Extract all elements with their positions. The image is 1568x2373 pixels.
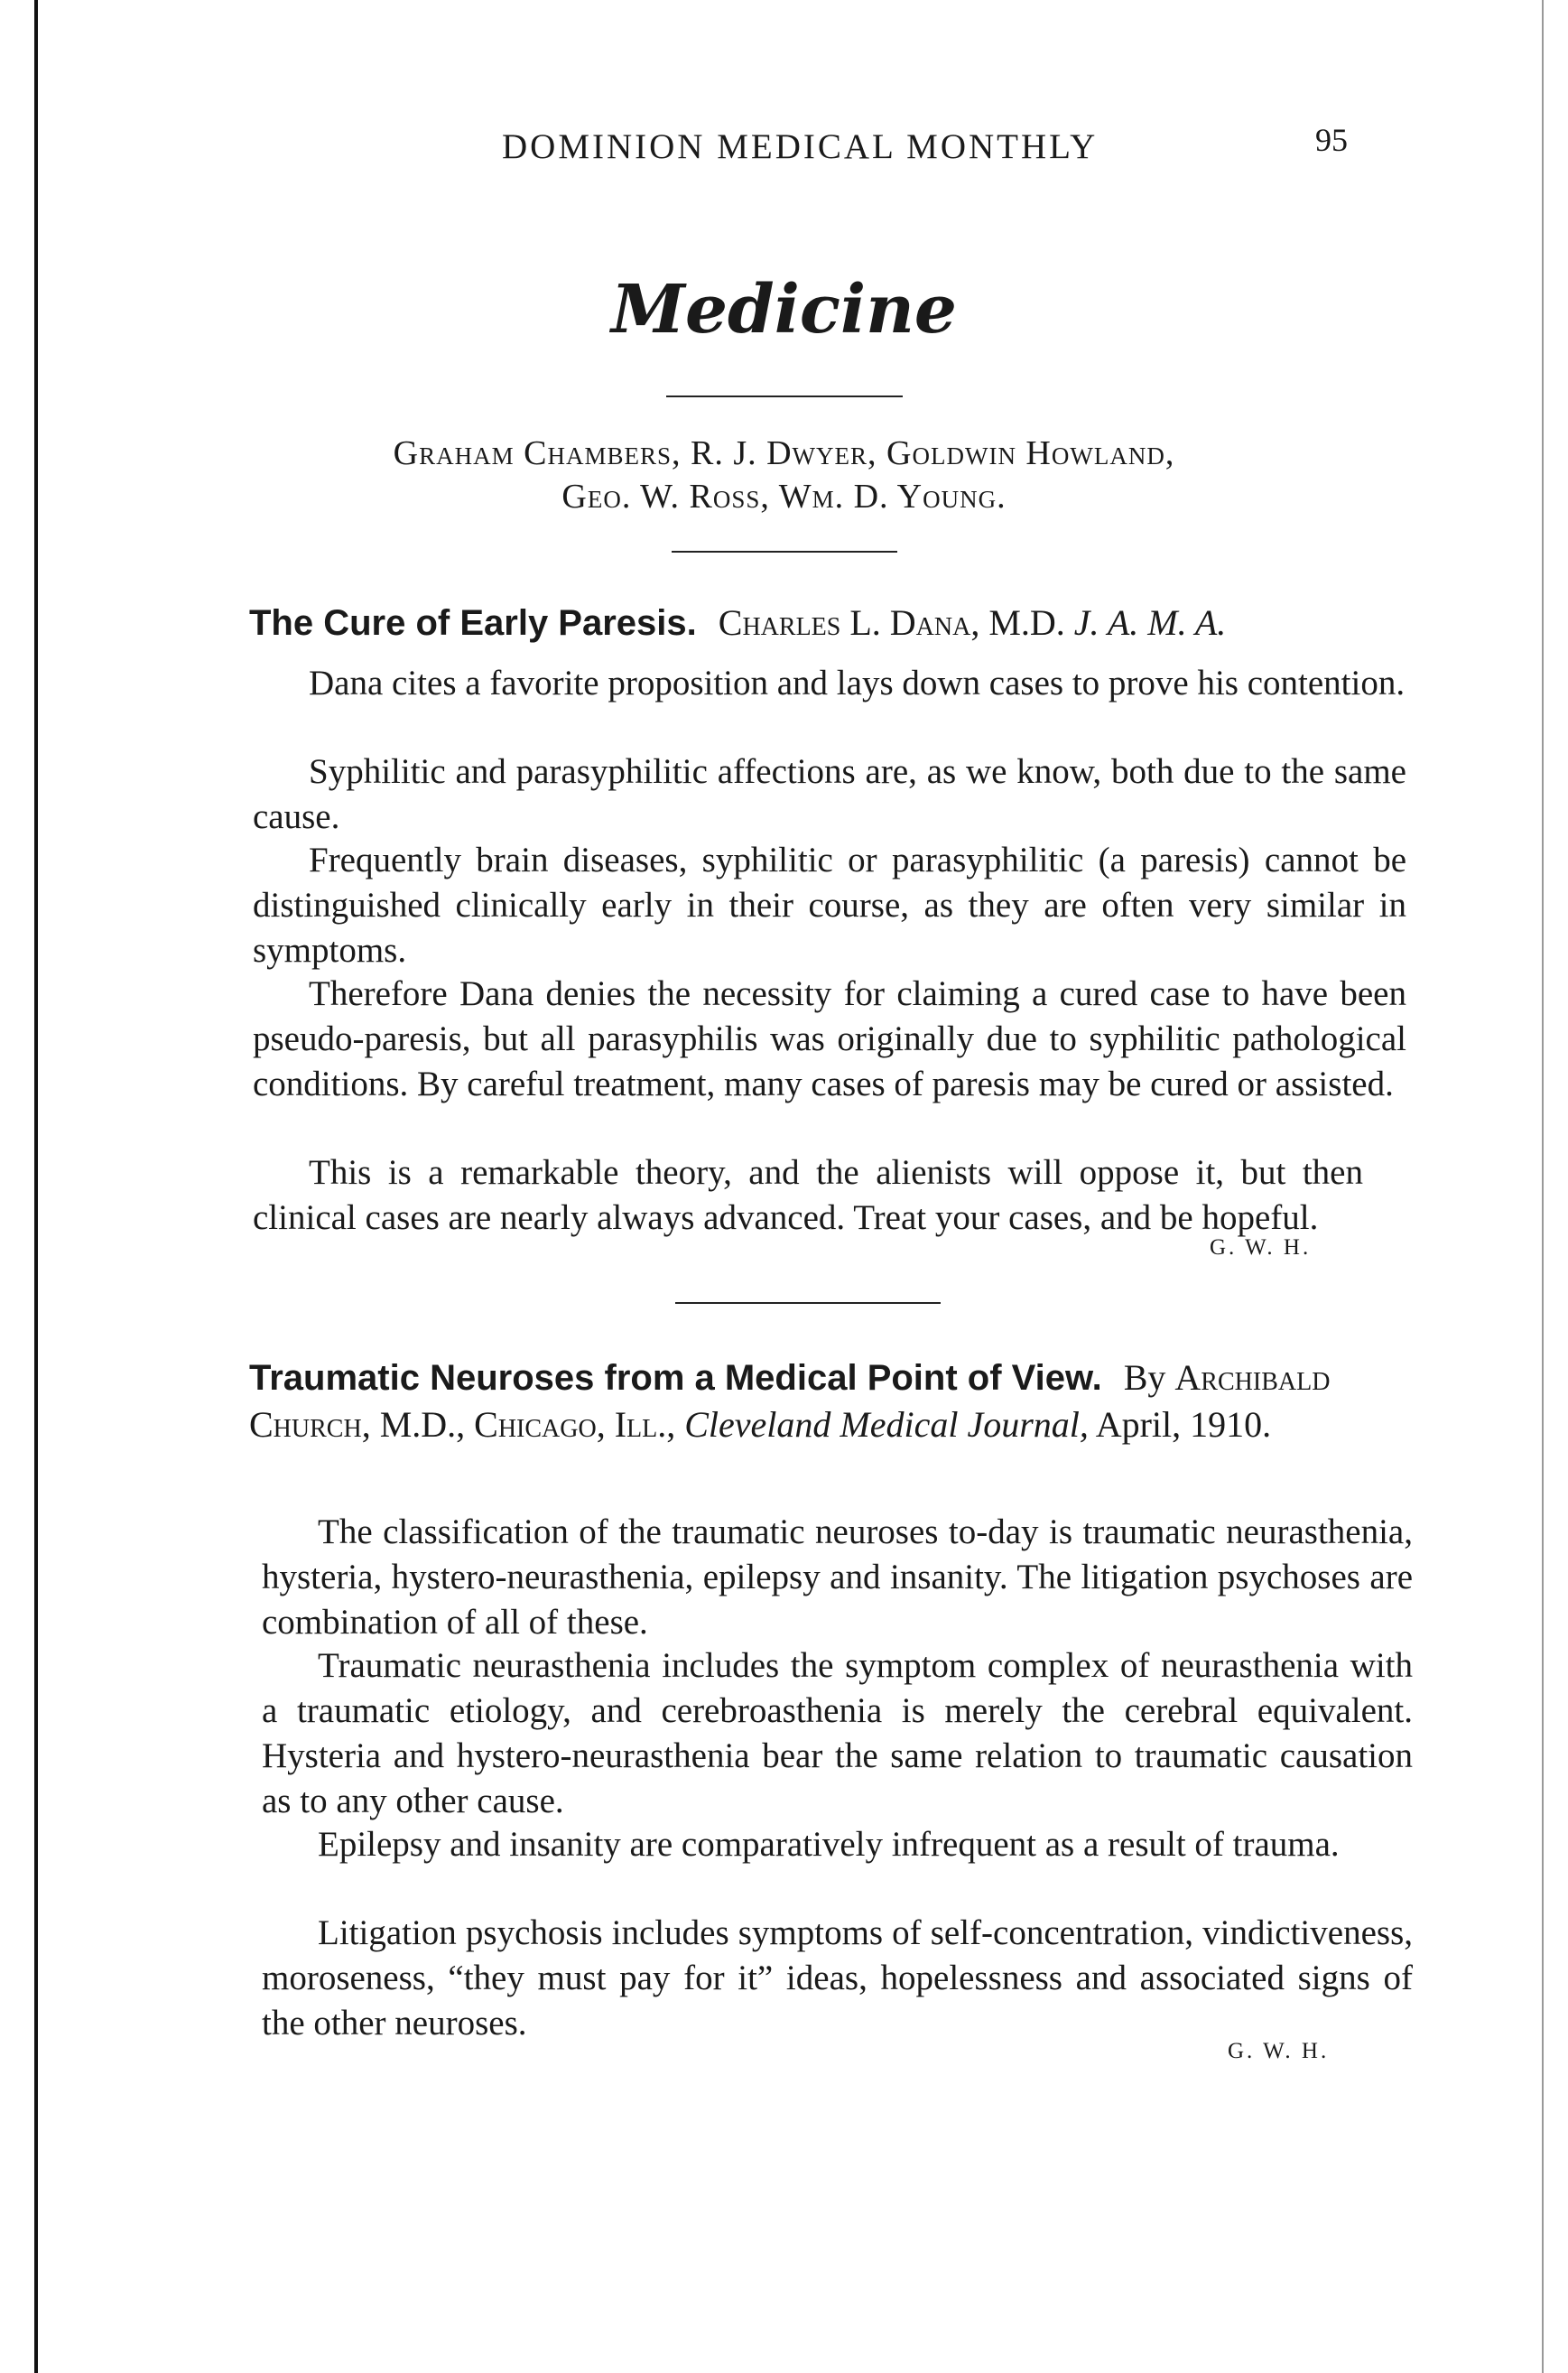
article-1-paragraph: Frequently brain diseases, syphilitic or parasyphilitic (a paresis) cannot be distinguished clinically early in their course, as they are often very similar in symptoms. xyxy=(253,841,1406,970)
article-1-paragraph: This is a remarkable theory, and the alienists will oppose it, but then clinical cases are nearly always advanced. Treat your cases, and be hopeful. xyxy=(253,1153,1363,1237)
article-2-journal: Cleveland Medical Journal, xyxy=(684,1404,1089,1445)
article-1-paragraph: Dana cites a favorite proposition and lays down cases to prove his contention. xyxy=(309,664,1406,703)
article-1-paragraph: Therefore Dana denies the necessity for claiming a cured case to have been pseudo-paresis, but all parasyphilis was originally due to syphilitic pathological conditions. By careful treatment, many cases of paresis may be cured or assisted. xyxy=(253,974,1406,1103)
article-2-heading xyxy=(249,1354,1414,1448)
article-1-heading xyxy=(249,600,1423,647)
article-2-date: April, 1910. xyxy=(1095,1404,1272,1445)
page-number: 95 xyxy=(1315,122,1348,158)
article-1-author: Charles L. Dana, M.D. xyxy=(718,602,1065,643)
article-2-paragraph: Traumatic neurasthenia includes the symptom complex of neurasthenia with a traumatic etiology, and cerebroasthenia is merely the cerebral equivalent. Hysteria and hystero-neurasthenia bear the same relation to traumatic causation as to any other cause. xyxy=(262,1646,1413,1820)
running-title: DOMINION MEDICAL MONTHLY xyxy=(502,127,1099,166)
article-2-paragraph: Epilepsy and insanity are comparatively infrequent as a result of trauma. xyxy=(318,1825,1340,1864)
article-2-title: Traumatic Neuroses from a Medical Point of View. xyxy=(249,1358,1102,1398)
article-2-paragraph: Litigation psychosis includes symptoms of self-concentration, vindictiveness, moroseness, “they must pay for it” ideas, hopelessness and associated signs of the other neuroses. xyxy=(262,1913,1413,2043)
rule-between-articles xyxy=(675,1302,941,1304)
page-edge-right xyxy=(1542,0,1544,2373)
editors-line-1: Graham Chambers, R. J. Dwyer, Goldwin Howland, xyxy=(393,434,1175,472)
article-1-journal: J. A. M. A. xyxy=(1073,602,1227,643)
article-2-paragraph: The classification of the traumatic neuroses to-day is traumatic neurasthenia, hysteria, hystero-neurasthenia, epilepsy and insanity. The litigation psychoses are combination of all of these. xyxy=(262,1512,1413,1642)
rule-under-title xyxy=(666,396,903,397)
article-2-signature: G. W. H. xyxy=(1228,2039,1330,2063)
page-edge-left xyxy=(34,0,38,2373)
article-2-author: Archibald Church, M.D., Chicago, Ill., xyxy=(249,1357,1331,1445)
article-1-paragraph: Syphilitic and parasyphilitic affections are, as we know, both due to the same cause. xyxy=(253,752,1406,836)
article-1-signature: G. W. H. xyxy=(1210,1235,1312,1260)
rule-under-editors xyxy=(672,551,897,553)
article-1-title: The Cure of Early Paresis. xyxy=(249,603,697,643)
section-title: Medicine xyxy=(611,271,957,349)
editors-line-2: Geo. W. Ross, Wm. D. Young. xyxy=(561,478,1007,516)
article-2-by: By xyxy=(1123,1357,1166,1398)
